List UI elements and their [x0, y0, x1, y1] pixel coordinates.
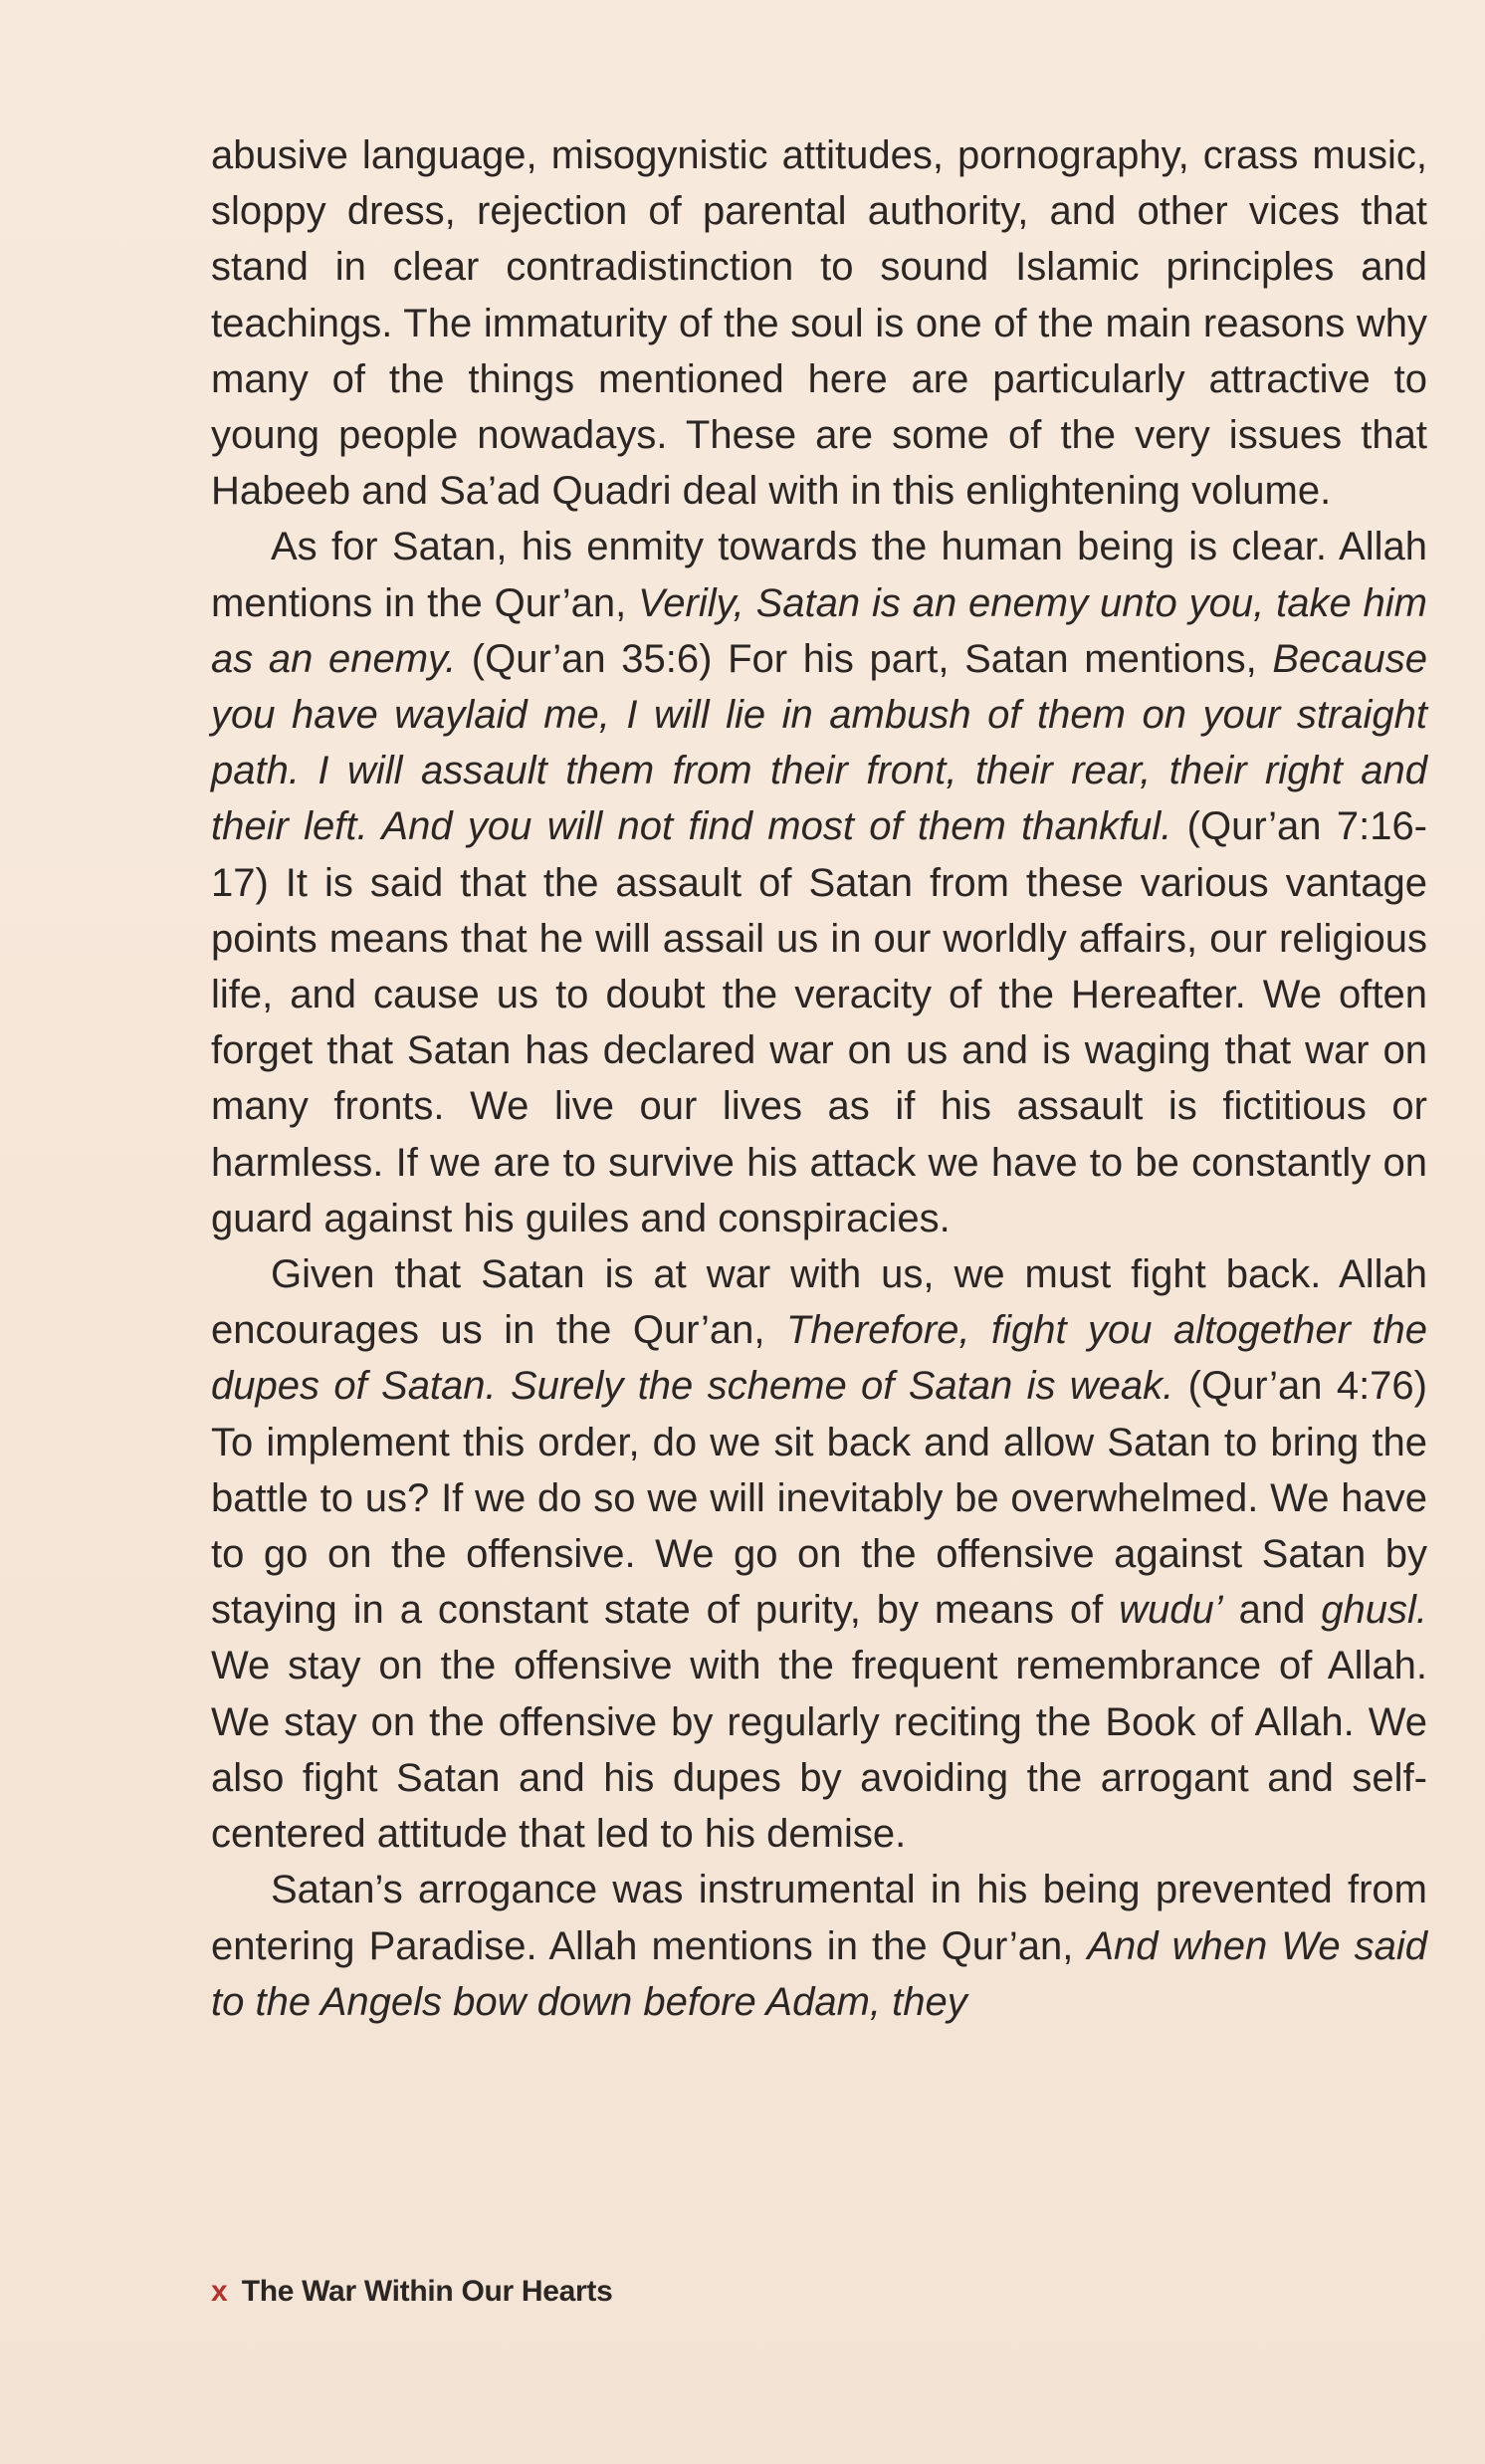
text-run: (Qur’an 7:16-17) It is said that the assault of Satan from these various vantage points means that he will assail us in our worldly affairs, our religious life, and cause us to doubt the veracity of the Hereafter. We often forget that Satan has declared war on us and is waging that war on many fronts. We live our lives as if his assault is fictitious or harmless. If we are to survive his attack we have to be constantly on guard against his guiles and conspiracies.: [211, 804, 1428, 1240]
text-run: (Qur’an 4:76) To implement this order, do we sit back and allow Satan to bring the battle to us? If we do so we will inevitably be overwhelmed. We have to go on the offensive. We go on the offensive against Satan by staying in a constant state of purity, by means of: [211, 1364, 1427, 1633]
text-run: and: [1222, 1588, 1322, 1633]
page-number: x: [211, 2275, 228, 2308]
running-title: The War Within Our Hearts: [241, 2275, 613, 2308]
paragraph-1: [211, 127, 1427, 519]
quoted-verse: Verily, Satan is an enemy unto you, take him as an enemy.: [211, 580, 1427, 681]
quoted-verse: wudu’: [1119, 1588, 1223, 1633]
text-run: Satan’s arrogance was instrumental in his being prevented from entering Paradise. Allah mentions in the Qur’an,: [211, 1868, 1427, 1968]
text-run: As for Satan, his enmity towards the human being is clear. Allah mentions in the Qur’an,: [211, 525, 1427, 625]
quoted-verse: Therefore, fight you altogether the dupes of Satan. Surely the scheme of Satan is weak.: [211, 1308, 1427, 1409]
paragraph-4: [211, 1862, 1427, 2030]
quoted-verse: And when We said to the Angels bow down before Adam, they: [211, 1923, 1427, 2024]
paragraph-2: [211, 519, 1427, 1246]
text-run: abusive language, misogynistic attitudes, pornography, crass music, sloppy dress, rejection of parental authority, and other vices that stand in clear contradistinction to sound Islamic principles and teachings. The immaturity of the soul is one of the main reasons why many of the things mentioned here are particularly attractive to young people nowadays. These are some of the very issues that Habeeb and Sa’ad Quadri deal with in this enlightening volume.: [211, 133, 1427, 514]
text-run: We stay on the offensive with the frequent remembrance of Allah. We stay on the offensive by regularly reciting the Book of Allah. We also fight Satan and his dupes by avoiding the arrogant and self-centered attitude that led to his demise.: [211, 1644, 1427, 1857]
quoted-verse: Because you have waylaid me, I will lie in ambush of them on your straight path. I will assault them from their front, their rear, their right and their left. And you will not find most of them thankful.: [211, 636, 1427, 849]
paragraph-3: [211, 1246, 1427, 1862]
page-footer: [211, 2275, 613, 2309]
body-text: [211, 127, 1427, 2030]
text-run: (Qur’an 35:6) For his part, Satan mentions,: [456, 636, 1273, 681]
quoted-verse: ghusl.: [1321, 1588, 1427, 1633]
text-run: Given that Satan is at war with us, we must fight back. Allah encourages us in the Qur’an,: [211, 1252, 1427, 1353]
